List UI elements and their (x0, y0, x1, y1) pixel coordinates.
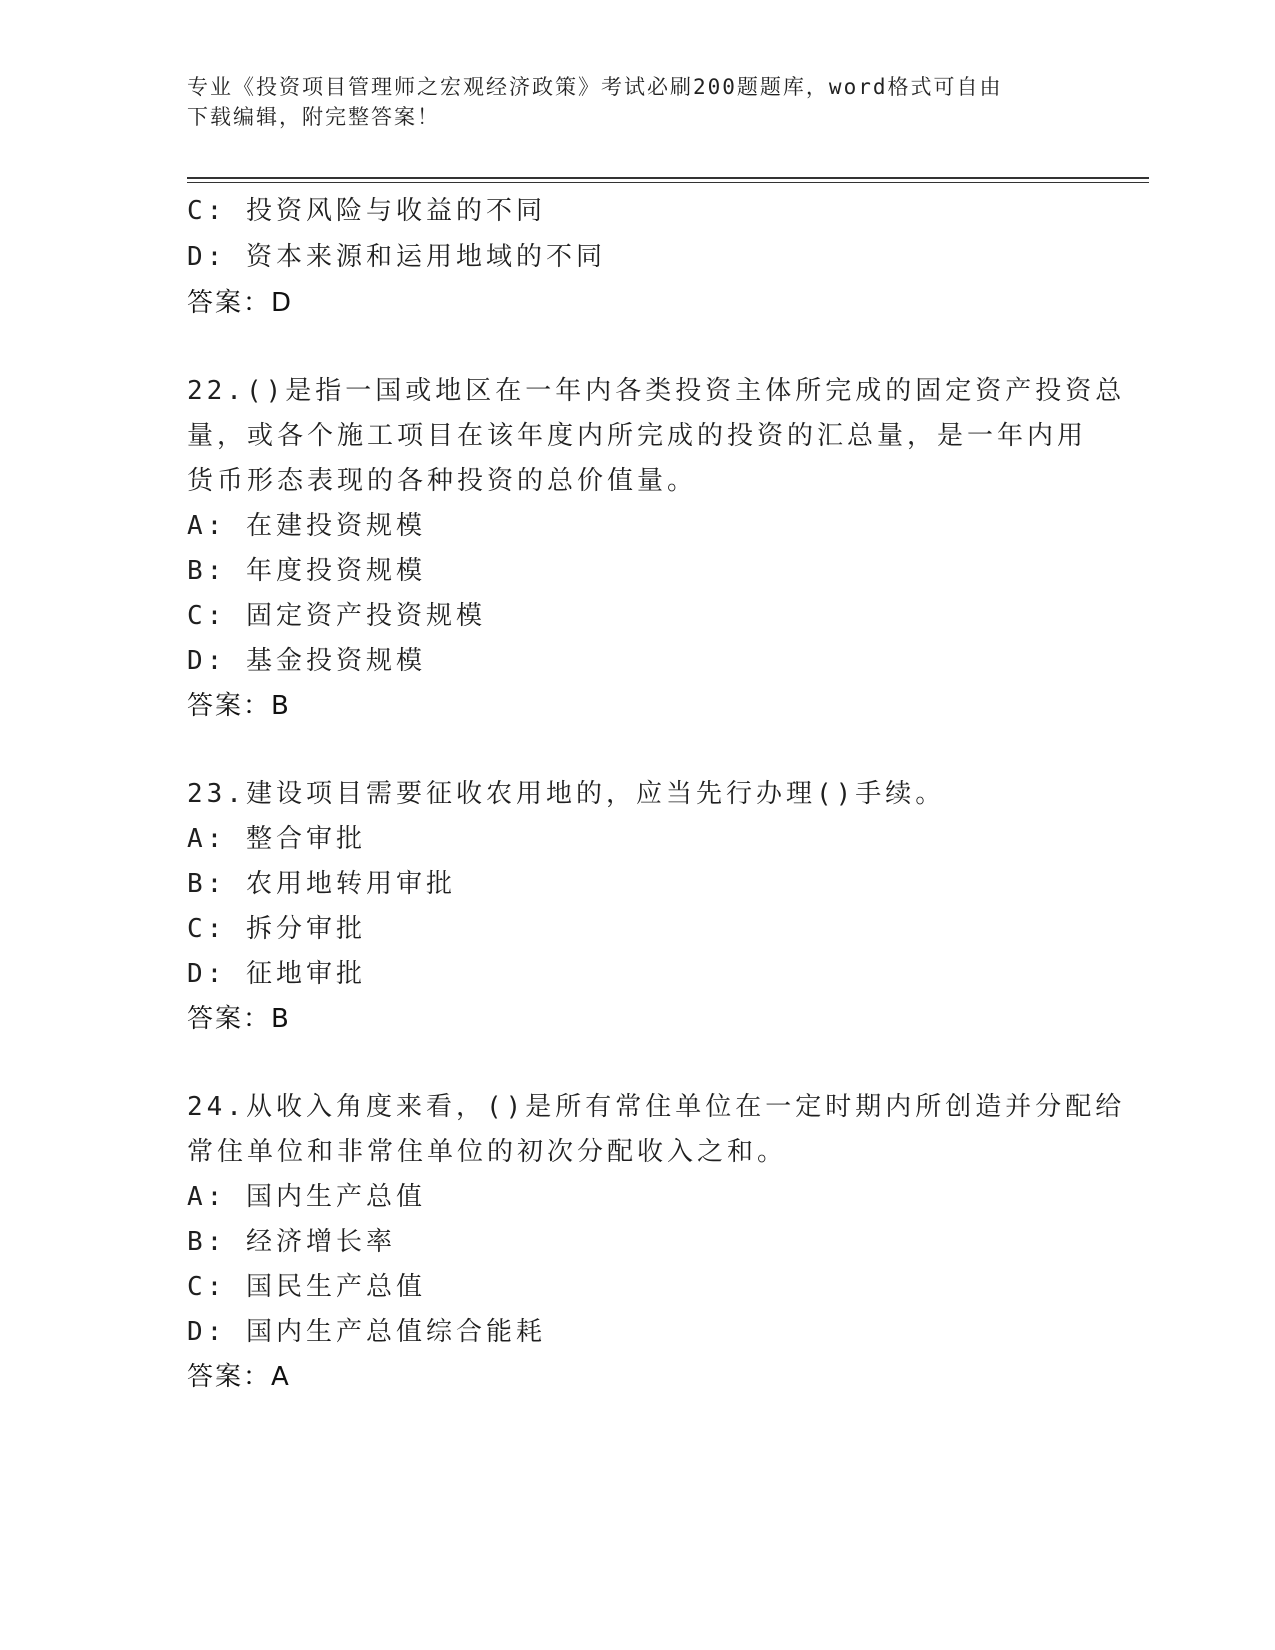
option-d: D: 资本来源和运用地域的不同 (187, 242, 606, 272)
answer-line: 答案：B (187, 1004, 291, 1034)
question-text-line: 24.从收入角度来看，()是所有常住单位在一定时期内所创造并分配给 (187, 1092, 1126, 1122)
answer-line: 答案：D (187, 288, 294, 318)
question-text-line: 货币形态表现的各种投资的总价值量。 (187, 466, 698, 496)
option-c: C: 固定资产投资规模 (187, 601, 486, 631)
option-d: D: 征地审批 (187, 959, 366, 989)
option-c: C: 国民生产总值 (187, 1272, 426, 1302)
question-block (187, 188, 1087, 326)
option-b: B: 农用地转用审批 (187, 869, 456, 899)
option-a: A: 整合审批 (187, 824, 366, 854)
question-block (187, 1085, 1126, 1400)
option-b: B: 经济增长率 (187, 1227, 396, 1257)
answer-line: 答案：B (187, 691, 291, 721)
document-header (187, 72, 1067, 132)
option-a: A: 在建投资规模 (187, 511, 426, 541)
option-b: B: 年度投资规模 (187, 556, 426, 586)
option-c: C: 投资风险与收益的不同 (187, 196, 546, 226)
block-spacer (187, 729, 1087, 772)
block-spacer (187, 1042, 1087, 1085)
block-spacer (187, 326, 1087, 369)
answer-line: 答案：A (187, 1362, 291, 1392)
option-a: A: 国内生产总值 (187, 1182, 426, 1212)
question-block (187, 772, 1087, 1042)
question-list (187, 188, 1126, 1400)
question-block (187, 369, 1126, 729)
header-divider-thick (187, 177, 1149, 179)
option-d: D: 基金投资规模 (187, 646, 426, 676)
question-text-line: 22.()是指一国或地区在一年内各类投资主体所完成的固定资产投资总 (187, 376, 1126, 406)
question-text-line: 量，或各个施工项目在该年度内所完成的投资的汇总量，是一年内用 (187, 421, 1088, 451)
question-text-line: 常住单位和非常住单位的初次分配收入之和。 (187, 1137, 788, 1167)
option-c: C: 拆分审批 (187, 914, 366, 944)
question-text-line: 23.建设项目需要征收农用地的，应当先行办理()手续。 (187, 779, 946, 809)
header-divider-thin (187, 182, 1149, 183)
header-line-1: 专业《投资项目管理师之宏观经济政策》考试必刷200题题库，word格式可自由 (187, 75, 1003, 99)
header-line-2: 下载编辑，附完整答案！ (187, 105, 440, 129)
option-d: D: 国内生产总值综合能耗 (187, 1317, 546, 1347)
